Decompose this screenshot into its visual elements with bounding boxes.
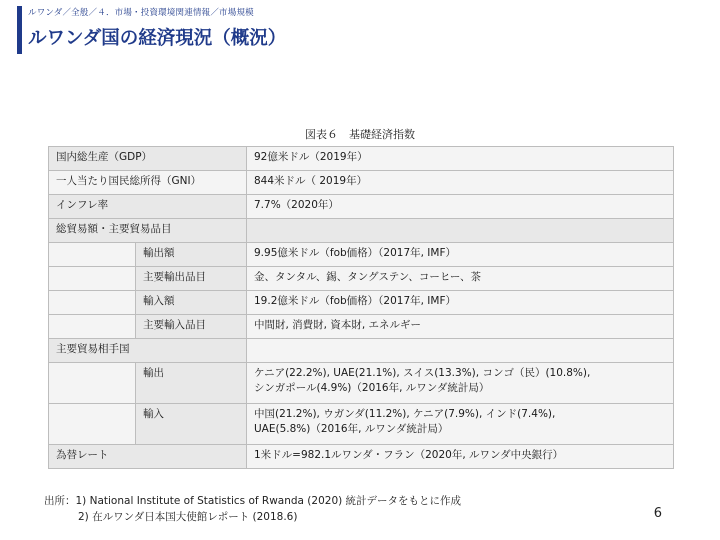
table-row xyxy=(49,267,674,291)
indent-cell xyxy=(49,291,136,315)
indent-cell xyxy=(49,404,136,445)
row-sublabel: 輸入額 xyxy=(136,291,247,315)
row-value: 19.2億米ドル（fob価格）（2017年, IMF） xyxy=(247,291,674,315)
row-value: 92億米ドル（2019年） xyxy=(247,147,674,171)
table-row xyxy=(49,339,674,363)
table-row xyxy=(49,404,674,445)
table-row xyxy=(49,315,674,339)
row-sublabel: 輸出額 xyxy=(136,243,247,267)
page-title: ルワンダ国の経済現況（概況） xyxy=(28,28,287,49)
title-accent-bar xyxy=(17,6,22,54)
table-row xyxy=(49,147,674,171)
indent-cell xyxy=(49,363,136,404)
economic-indicators-table xyxy=(48,146,674,469)
table-row xyxy=(49,171,674,195)
row-value xyxy=(247,404,674,445)
row-value xyxy=(247,339,674,363)
value-line: シンガポール(4.9%)（2016年, ルワンダ統計局） xyxy=(254,382,490,394)
row-label: 国内総生産（GDP） xyxy=(49,147,247,171)
row-value: 中間財, 消費財, 資本財, エネルギー xyxy=(247,315,674,339)
indent-cell xyxy=(49,243,136,267)
row-value: 7.7%（2020年） xyxy=(247,195,674,219)
row-label: 主要貿易相手国 xyxy=(49,339,247,363)
table-row xyxy=(49,195,674,219)
row-label: 一人当たり国民総所得（GNI） xyxy=(49,171,247,195)
page-number: 6 xyxy=(653,506,662,521)
table-caption: 図表６ 基礎経済指数 xyxy=(305,128,415,141)
row-label: 総貿易額・主要貿易品目 xyxy=(49,219,247,243)
row-sublabel: 輸入 xyxy=(136,404,247,445)
row-value xyxy=(247,219,674,243)
row-value: 844米ドル（ 2019年） xyxy=(247,171,674,195)
row-label: インフレ率 xyxy=(49,195,247,219)
table-row xyxy=(49,291,674,315)
value-line: UAE(5.8%)（2016年, ルワンダ統計局） xyxy=(254,423,449,435)
row-label: 為替レート xyxy=(49,445,247,469)
row-value: 9.95億米ドル（fob価格）（2017年, IMF） xyxy=(247,243,674,267)
source-footnote xyxy=(44,493,461,525)
row-sublabel: 主要輸出品目 xyxy=(136,267,247,291)
table-row xyxy=(49,243,674,267)
table-row xyxy=(49,363,674,404)
value-line: ケニア(22.2%), UAE(21.1%), スイス(13.3%), コンゴ（民）(10.8%), xyxy=(254,367,591,379)
indent-cell xyxy=(49,267,136,291)
row-sublabel: 輸出 xyxy=(136,363,247,404)
footnote-line: 2) 在ルワンダ日本国大使館レポート (2018.6) xyxy=(78,511,298,523)
table-row xyxy=(49,445,674,469)
table-row xyxy=(49,219,674,243)
row-value: 1米ドル=982.1ルワンダ・フラン（2020年, ルワンダ中央銀行） xyxy=(247,445,674,469)
indent-cell xyxy=(49,315,136,339)
row-value: 金、タンタル、錫、タングステン、コーヒー、茶 xyxy=(247,267,674,291)
breadcrumb: ルワンダ／全般／４．市場・投資環境関連情報／市場規模 xyxy=(28,8,254,18)
row-value xyxy=(247,363,674,404)
row-sublabel: 主要輸入品目 xyxy=(136,315,247,339)
footnote-line: 出所：1) National Institute of Statistics of Rwanda (2020) 統計データをもとに作成 xyxy=(44,495,462,507)
value-line: 中国(21.2%), ウガンダ(11.2%), ケニア(7.9%), インド(7.4%), xyxy=(254,408,556,420)
